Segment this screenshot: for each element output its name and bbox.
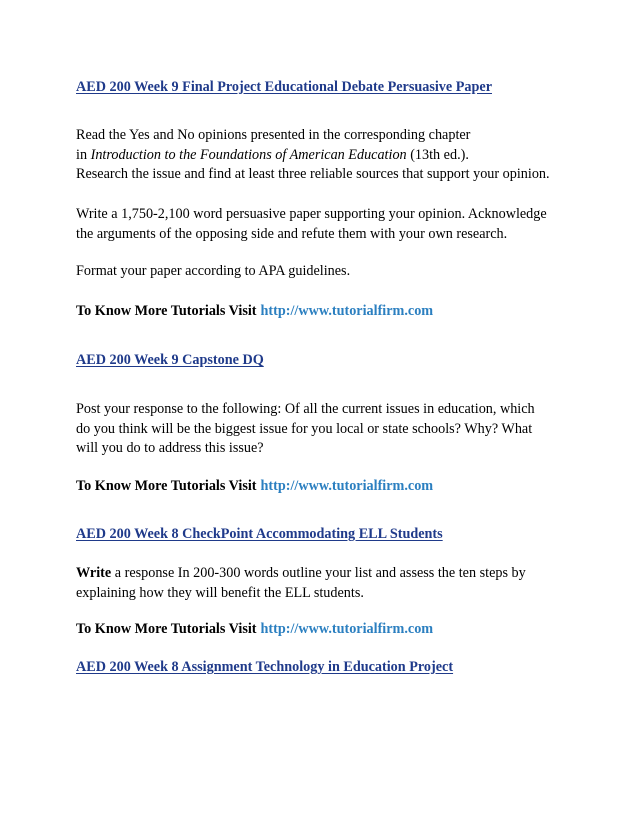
paragraph-line: Post your response to the following: Of all the current issues in education, which: [76, 401, 535, 417]
text-segment: in: [76, 146, 91, 163]
paragraph-capstone: [76, 400, 616, 459]
heading-technology-project[interactable]: AED 200 Week 8 Assignment Technology in Education Project: [76, 659, 454, 675]
paragraph-line: will you do to address this issue?: [76, 440, 264, 456]
paragraph-ell: [76, 564, 616, 603]
visit-link[interactable]: http://www.tutorialfirm.com: [260, 621, 434, 637]
heading-capstone-dq[interactable]: AED 200 Week 9 Capstone DQ: [76, 352, 264, 368]
paragraph-line: Write a 1,750-2,100 word persuasive paper supporting your opinion. Acknowledge: [76, 206, 547, 222]
visit-link[interactable]: http://www.tutorialfirm.com: [260, 478, 434, 494]
write-label: Write: [76, 565, 112, 581]
heading-checkpoint-ell[interactable]: AED 200 Week 8 CheckPoint Accommodating ELL Students: [76, 526, 443, 542]
visit-line: [76, 302, 433, 322]
visit-label: To Know More Tutorials Visit: [76, 478, 257, 494]
paragraph-instructions: [76, 126, 616, 185]
visit-link[interactable]: http://www.tutorialfirm.com: [260, 303, 434, 319]
paragraph-line: do you think will be the biggest issue for you local or state schools? Why? What: [76, 420, 533, 437]
visit-line: [76, 477, 433, 497]
text-segment: a response In 200-300 words outline your list and assess the ten steps by: [111, 565, 526, 581]
paragraph-line: Research the issue and find at least three reliable sources that support your opinion.: [76, 166, 550, 182]
paragraph-line: explaining how they will benefit the ELL students.: [76, 584, 364, 601]
visit-line: [76, 620, 433, 640]
paragraph-line: Read the Yes and No opinions presented in the corresponding chapter: [76, 127, 471, 143]
paragraph-line: [76, 146, 616, 166]
paragraph-line: [76, 564, 616, 584]
paragraph-apa: Format your paper according to APA guidelines.: [76, 263, 351, 279]
heading-final-project[interactable]: AED 200 Week 9 Final Project Educational Debate Persuasive Paper: [76, 79, 492, 95]
text-segment: (13th ed.).: [406, 146, 469, 163]
book-title: Introduction to the Foundations of American Education: [90, 146, 407, 163]
visit-label: To Know More Tutorials Visit: [76, 303, 257, 319]
paragraph-persuasive: [76, 205, 616, 244]
visit-label: To Know More Tutorials Visit: [76, 621, 257, 637]
paragraph-line: the arguments of the opposing side and refute them with your own research.: [76, 225, 508, 242]
